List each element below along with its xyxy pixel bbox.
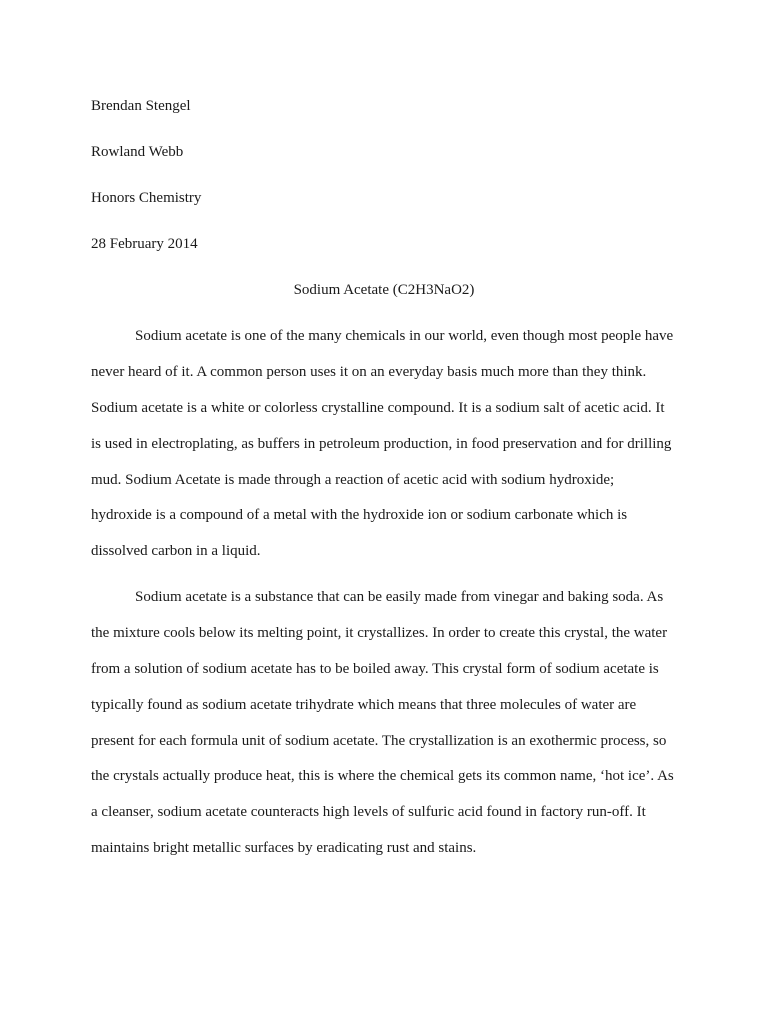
paragraph-line: present for each formula unit of sodium acetate. The crystallization is an exothermic process, so <box>91 732 667 749</box>
paragraph-line: typically found as sodium acetate trihydrate which means that three molecules of water are <box>91 696 637 713</box>
author-name: Brendan Stengel <box>91 98 191 114</box>
paragraph-2 <box>91 580 677 866</box>
paragraph-line: Sodium acetate is a white or colorless crystalline compound. It is a sodium salt of acetic acid. It <box>91 400 665 417</box>
paragraph-line: the mixture cools below its melting point, it crystallizes. In order to create this crystal, the water <box>91 625 668 642</box>
paragraph-line: dissolved carbon in a liquid. <box>91 543 261 560</box>
paragraph-line: a cleanser, sodium acetate counteracts high levels of sulfuric acid found in factory run-off. It <box>91 804 646 821</box>
paragraph-line: from a solution of sodium acetate has to be boiled away. This crystal form of sodium acetate is <box>91 660 659 677</box>
teacher-name: Rowland Webb <box>91 144 184 161</box>
paragraph-line: never heard of it. A common person uses it on an everyday basis much more than they think. <box>91 364 647 381</box>
paragraph-1 <box>91 319 677 570</box>
paragraph-line: is used in electroplating, as buffers in petroleum production, in food preservation and for drilling <box>91 435 672 452</box>
document-body <box>91 89 677 877</box>
course-name: Honors Chemistry <box>91 190 202 207</box>
paragraph-line: Sodium acetate is one of the many chemicals in our world, even though most people have <box>135 328 674 345</box>
paragraph-line: maintains bright metallic surfaces by eradicating rust and stains. <box>91 839 477 856</box>
paragraph-line: the crystals actually produce heat, this is where the chemical gets its common name, ‘hot ice’. As <box>91 768 674 785</box>
paragraph-line: hydroxide is a compound of a metal with the hydroxide ion or sodium carbonate which is <box>91 507 628 524</box>
paragraph-line: Sodium acetate is a substance that can be easily made from vinegar and baking soda. As <box>135 589 664 606</box>
document-date: 28 February 2014 <box>91 236 198 253</box>
paragraph-line: mud. Sodium Acetate is made through a reaction of acetic acid with sodium hydroxide; <box>91 471 615 488</box>
document-title: Sodium Acetate (C2H3NaO2) <box>293 282 475 299</box>
